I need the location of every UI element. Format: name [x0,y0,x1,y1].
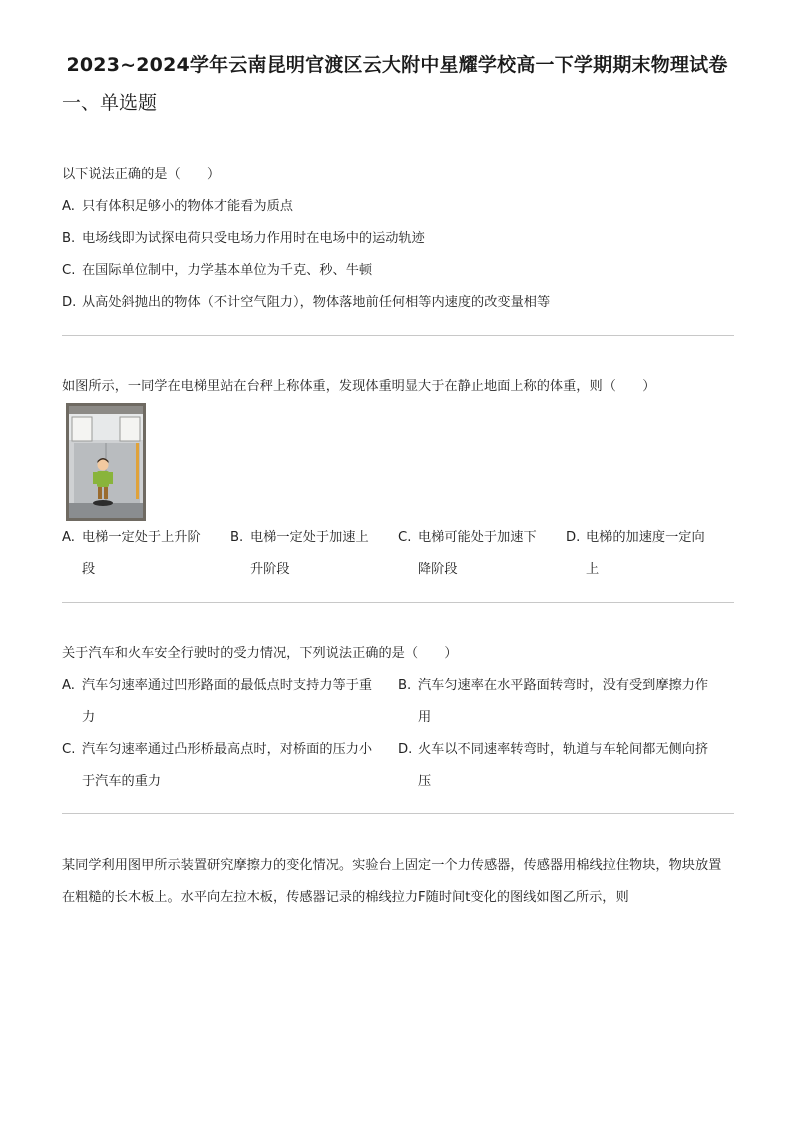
option-label: B. [398,678,412,693]
question-2-options [62,522,734,586]
option-label: C. [62,263,76,278]
option-text: 在国际单位制中，力学基本单位为千克、秒、牛顿 [82,263,373,278]
question-stem: 某同学利用图甲所示装置研究摩擦力的变化情况。实验台上固定一个力传感器，传感器用棉线拉住物块，物块放置在粗糙的长木板上。水平向左拉木板，传感器记录的棉线拉力F随时间t变化的图线如图乙所示，则 [62,858,722,905]
question-4 [62,850,734,914]
option-b[interactable] [230,522,398,586]
option-text: 电场线即为试探电荷只受电场力作用时在电场中的运动轨迹 [82,231,425,246]
option-text: 电梯的加速度一定向上 [586,530,705,577]
option-label: B. [62,231,76,246]
option-d[interactable] [398,734,734,798]
divider [62,335,734,336]
option-c[interactable] [62,255,734,287]
option-text: 汽车匀速率通过凹形路面的最低点时支持力等于重力 [82,678,373,725]
option-text: 电梯一定处于上升阶段 [82,530,201,577]
option-text: 汽车匀速率在水平路面转弯时，没有受到摩擦力作用 [418,678,709,725]
option-a[interactable] [62,522,230,586]
option-label: D. [398,742,413,757]
section-title: 一、单选题 [62,92,158,114]
option-label: B. [230,530,244,545]
question-stem: 如图所示，一同学在电梯里站在台秤上称体重，发现体重明显大于在静止地面上称的体重，则（ ） [62,379,656,394]
option-label: C. [398,530,412,545]
option-a[interactable] [62,670,398,734]
question-stem: 以下说法正确的是（ ） [62,167,221,182]
question-2 [62,371,734,403]
option-text: 汽车匀速率通过凸形桥最高点时，对桥面的压力小于汽车的重力 [82,742,373,789]
elevator-figure [66,403,146,521]
divider [62,602,734,603]
option-d[interactable] [566,522,734,586]
option-b[interactable] [62,223,734,255]
option-label: A. [62,678,75,693]
question-3 [62,638,734,798]
option-text: 火车以不同速率转弯时，轨道与车轮间都无侧向挤压 [418,742,709,789]
option-label: D. [62,295,77,310]
question-stem: 关于汽车和火车安全行驶时的受力情况，下列说法正确的是（ ） [62,646,458,661]
option-d[interactable] [62,287,734,319]
option-text: 从高处斜抛出的物体（不计空气阻力），物体落地前任何相等内速度的改变量相等 [82,295,551,310]
option-c[interactable] [62,734,398,798]
option-text: 只有体积足够小的物体才能看为质点 [82,199,293,214]
option-label: A. [62,530,75,545]
document-title: 2023~2024学年云南昆明官渡区云大附中星耀学校高一下学期期末物理试卷 [66,54,728,76]
option-text: 电梯可能处于加速下降阶段 [418,530,537,577]
question-1 [62,159,734,319]
option-label: D. [566,530,581,545]
divider [62,813,734,814]
option-c[interactable] [398,522,566,586]
option-label: A. [62,199,75,214]
option-b[interactable] [398,670,734,734]
option-a[interactable] [62,191,734,223]
option-label: C. [62,742,76,757]
option-text: 电梯一定处于加速上升阶段 [250,530,369,577]
